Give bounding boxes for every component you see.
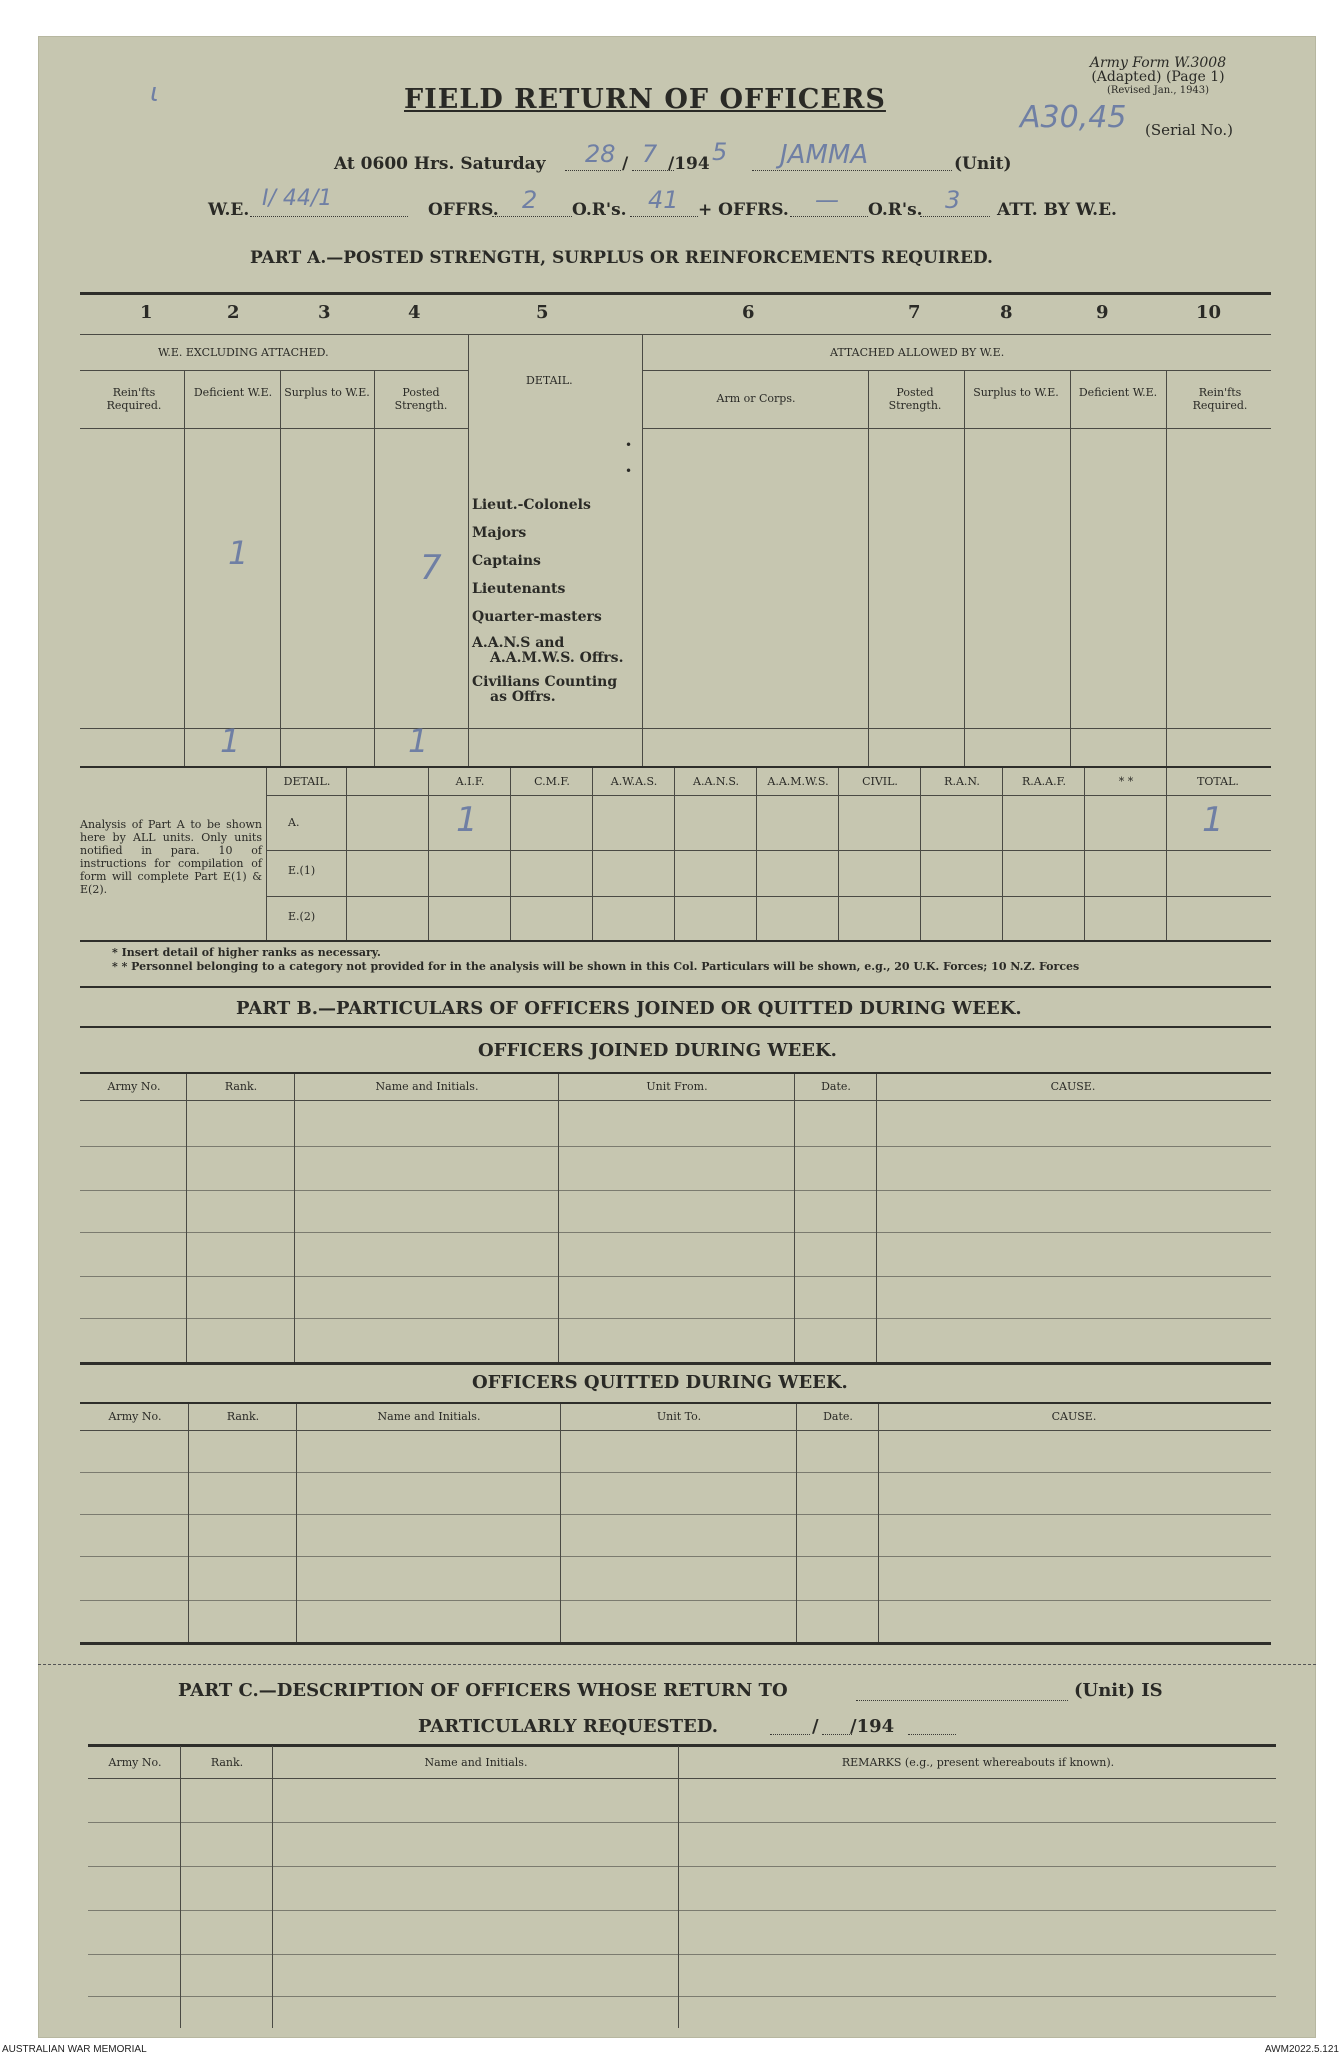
joined-hdr-rank: Rank.	[224, 1080, 258, 1093]
plus-offrs-line	[790, 216, 868, 217]
qt-row-rule-4	[80, 1600, 1271, 1601]
we-line	[250, 216, 408, 217]
offrs-handwritten: 2	[522, 186, 538, 214]
qt-vline-4	[796, 1404, 797, 1644]
an-hdr-total: TOTAL.	[1197, 775, 1239, 788]
part-a-top-rule	[80, 292, 1271, 295]
date-day-line	[565, 170, 621, 171]
qt-vline-3	[560, 1404, 561, 1644]
an-hdr-aans: A.A.N.S.	[693, 775, 739, 788]
form-reference	[1058, 56, 1258, 98]
part-a-bottom-rule	[80, 766, 1271, 768]
qt-vline-5	[878, 1404, 879, 1644]
ors-handwritten: 41	[648, 186, 679, 214]
we-label: W.E.	[208, 200, 250, 220]
rank-aamws: A.A.M.W.S. Offrs.	[490, 650, 624, 666]
an-hdr-raaf: R.A.A.F.	[1021, 775, 1067, 788]
an-vline-0	[266, 768, 267, 940]
ors2-label: O.R's.	[868, 200, 923, 220]
qt-row-rule-0	[80, 1430, 1271, 1431]
hdr-reinfts-required-right: Rein'fts Required.	[1192, 386, 1248, 412]
plus-offrs-label: + OFFRS.	[698, 200, 789, 220]
an-vline-7	[838, 768, 839, 940]
part-c-line2-date: /194	[850, 1716, 895, 1737]
an-vline-9	[1002, 768, 1003, 940]
part-a-heading: PART A.—POSTED STRENGTH, SURPLUS OR REINFORCEMENTS REQUIRED.	[250, 248, 993, 268]
part-c-hdr-remarks: REMARKS (e.g., present whereabouts if known).	[841, 1756, 1115, 1769]
totals-rule	[80, 728, 1271, 729]
pa-vline-1	[184, 370, 185, 768]
an-row-e1: E.(1)	[288, 864, 316, 877]
asterisk-mark-1: •	[625, 438, 633, 452]
an-vline-3	[510, 768, 511, 940]
group-right-rule	[642, 370, 1271, 371]
part-c-year-line	[908, 1734, 956, 1735]
rank-as-offrs: as Offrs.	[490, 689, 556, 705]
unit-handwritten: JAMMA	[780, 140, 869, 170]
we-handwritten: I/ 44/1	[262, 186, 333, 211]
footer-left: AUSTRALIAN WAR MEMORIAL	[2, 2044, 147, 2055]
qt-row-rule-1	[80, 1472, 1271, 1473]
an-vline-6	[756, 768, 757, 940]
an-vline-8	[920, 768, 921, 940]
an-vline-1	[346, 768, 347, 940]
hdr-surplus-left: Surplus to W.E.	[284, 386, 370, 399]
part-c-hdr-name: Name and Initials.	[424, 1756, 528, 1769]
rank-lieut-colonels: Lieut.-Colonels	[472, 497, 591, 513]
an-hdr-aif: A.I.F.	[455, 775, 485, 788]
part-c-top-rule	[88, 1744, 1276, 1747]
group-right-label: ATTACHED ALLOWED BY W.E.	[830, 346, 1005, 359]
analysis-bottom-rule	[80, 940, 1271, 942]
pc-vline-3	[678, 1746, 679, 2028]
colnum-4: 4	[408, 302, 421, 323]
asterisk-mark-2: •	[625, 464, 633, 478]
jn-row-rule-3	[80, 1232, 1271, 1233]
date-month-handwritten: 7	[642, 140, 658, 168]
jn-vline-1	[186, 1074, 187, 1364]
quitted-hdr-army-no: Army No.	[108, 1410, 162, 1423]
an-row-a: A.	[288, 816, 300, 829]
quitted-hdr-unit-to: Unit To.	[656, 1410, 702, 1423]
an-vline-2	[428, 768, 429, 940]
rank-quarter-masters: Quarter-masters	[472, 609, 602, 625]
pa-vline-7	[964, 370, 965, 768]
jn-row-rule-1	[80, 1146, 1271, 1147]
an-hdr-detail: DETAIL.	[283, 775, 331, 788]
hand-total-posted: 1	[408, 722, 429, 760]
joined-hdr-date: Date.	[821, 1080, 851, 1093]
joined-hdr-unit-from: Unit From.	[646, 1080, 708, 1093]
unit-line	[752, 170, 952, 171]
qt-row-rule-2	[80, 1514, 1271, 1515]
left-header-rule	[80, 428, 468, 429]
qt-vline-2	[296, 1404, 297, 1644]
footer-right: AWM2022.5.121	[1264, 2044, 1339, 2055]
rank-list	[472, 496, 623, 705]
pc-row-rule-0	[88, 1778, 1276, 1779]
quitted-hdr-rank: Rank.	[226, 1410, 260, 1423]
colnum-7: 7	[908, 302, 921, 323]
hdr-posted-right: Posted Strength.	[888, 386, 942, 412]
form-ref-line3: (Revised Jan., 1943)	[1106, 85, 1210, 96]
hdr-arm-corps: Arm or Corps.	[716, 392, 796, 405]
an-vline-10	[1084, 768, 1085, 940]
form-ref-line2: (Adapted) (Page 1)	[1091, 69, 1225, 85]
quitted-hdr-cause: CAUSE.	[1051, 1410, 1097, 1423]
pa-vline-4	[468, 334, 469, 768]
form-sheet	[38, 36, 1316, 2038]
hand-total: 1	[1202, 800, 1224, 840]
quitted-top-rule	[80, 1402, 1271, 1404]
date-day-handwritten: 28	[585, 140, 616, 168]
quitted-bottom-rule	[80, 1642, 1271, 1645]
qt-vline-1	[188, 1404, 189, 1644]
rank-lieutenants: Lieutenants	[472, 581, 566, 597]
pa-vline-3	[374, 370, 375, 768]
an-hdr-rule	[266, 795, 1271, 796]
offrs-label: OFFRS.	[428, 200, 499, 220]
ors2-handwritten: 3	[945, 186, 961, 214]
an-hdr-cmf: C.M.F.	[534, 775, 570, 788]
an-row-rule-1	[266, 850, 1271, 851]
hdr-deficient-right: Deficient W.E.	[1078, 386, 1158, 399]
part-c-line2: PARTICULARLY REQUESTED.	[418, 1716, 718, 1737]
detail-header: DETAIL.	[526, 374, 573, 387]
plus-offrs-handwritten: —	[815, 186, 839, 214]
serial-label: (Serial No.)	[1145, 121, 1233, 139]
quitted-hdr-date: Date.	[823, 1410, 853, 1423]
an-hdr-ran: R.A.N.	[944, 775, 980, 788]
part-c-line1-suffix: (Unit) IS	[1074, 1680, 1163, 1701]
pc-row-rule-5	[88, 1996, 1276, 1997]
colnum-8: 8	[1000, 302, 1013, 323]
footnote-2: * * Personnel belonging to a category not provided for in the analysis will be shown in this Col. Particulars will be shown, e.g., 20 U.K. Forces; 10 N.Z. Forces	[112, 960, 1080, 973]
jn-vline-4	[794, 1074, 795, 1364]
colnum-1: 1	[140, 302, 153, 323]
part-b-heading-rule	[80, 1026, 1271, 1028]
pa-vline-6	[868, 370, 869, 768]
part-c-line1-prefix: PART C.—DESCRIPTION OF OFFICERS WHOSE RETURN TO	[178, 1680, 788, 1701]
jn-vline-2	[294, 1074, 295, 1364]
colnum-10: 10	[1196, 302, 1222, 323]
hand-deficient-captains: 1	[228, 534, 249, 572]
att-label: ATT. BY W.E.	[997, 200, 1117, 220]
joined-bottom-rule	[80, 1362, 1271, 1365]
part-c-month-line	[822, 1734, 852, 1735]
joined-hdr-army-no: Army No.	[107, 1080, 161, 1093]
group-left-rule	[80, 370, 468, 371]
hand-total-deficient: 1	[220, 722, 241, 760]
hdr-reinfts-required-left: Rein'fts Required.	[106, 386, 162, 412]
analysis-note: Analysis of Part A to be shown here by ALL units. Only units notified in para. 10 of instructions for compilation of form will complete Part E(1) & E(2).	[80, 818, 262, 896]
jn-row-rule-2	[80, 1190, 1271, 1191]
pc-vline-2	[272, 1746, 273, 2028]
footnote-1: * Insert detail of higher ranks as necessary.	[112, 946, 381, 959]
rank-aans: A.A.N.S and	[472, 635, 565, 651]
an-row-e2: E.(2)	[288, 910, 316, 923]
joined-hdr-cause: CAUSE.	[1050, 1080, 1096, 1093]
hdr-surplus-right: Surplus to W.E.	[973, 386, 1059, 399]
pc-row-rule-4	[88, 1954, 1276, 1955]
offrs-line	[492, 216, 572, 217]
an-vline-5	[674, 768, 675, 940]
colnum-3: 3	[318, 302, 331, 323]
at-label: At 0600 Hrs. Saturday	[334, 154, 546, 174]
part-c-unit-line	[856, 1700, 1068, 1701]
right-header-rule	[642, 428, 1271, 429]
an-hdr-civil: CIVIL.	[862, 775, 898, 788]
an-hdr-aamws: A.A.M.W.S.	[767, 775, 829, 788]
hdr-posted-left: Posted Strength.	[394, 386, 448, 412]
colnum-2: 2	[227, 302, 240, 323]
ors2-line	[920, 216, 990, 217]
joined-top-rule	[80, 1072, 1271, 1074]
pa-vline-2	[280, 370, 281, 768]
ors-line	[630, 216, 698, 217]
serial-number-handwritten: A30,45	[1020, 100, 1127, 135]
form-title: FIELD RETURN OF OFFICERS	[404, 84, 886, 115]
colnum-6: 6	[742, 302, 755, 323]
pa-vline-9	[1166, 370, 1167, 768]
part-c-hdr-army-no: Army No.	[108, 1756, 162, 1769]
year-handwritten: 5	[712, 138, 728, 166]
unit-label: (Unit)	[954, 154, 1012, 174]
colnum-rule	[80, 334, 1271, 335]
quitted-heading: OFFICERS QUITTED DURING WEEK.	[472, 1372, 848, 1393]
handwritten-tick-mark: ι	[150, 78, 159, 108]
an-hdr-awas: A.W.A.S.	[610, 775, 658, 788]
quitted-hdr-name: Name and Initials.	[377, 1410, 481, 1423]
part-c-day-line	[770, 1734, 810, 1735]
rank-civilians: Civilians Counting	[472, 674, 618, 690]
hand-posted-captains: 7	[420, 548, 442, 588]
pa-vline-5	[642, 334, 643, 768]
ors-label: O.R's.	[572, 200, 627, 220]
an-hdr-other: * *	[1118, 775, 1134, 788]
hdr-deficient-left: Deficient W.E.	[193, 386, 273, 399]
colnum-5: 5	[536, 302, 549, 323]
pc-row-rule-1	[88, 1822, 1276, 1823]
part-b-heading: PART B.—PARTICULARS OF OFFICERS JOINED OR QUITTED DURING WEEK.	[236, 998, 1022, 1019]
part-b-top-rule	[80, 986, 1271, 988]
qt-row-rule-3	[80, 1556, 1271, 1557]
form-ref-line1: Army Form W.3008	[1089, 55, 1227, 71]
jn-vline-3	[558, 1074, 559, 1364]
part-c-hdr-rank: Rank.	[210, 1756, 244, 1769]
hand-aif: 1	[456, 800, 478, 840]
group-left-label: W.E. EXCLUDING ATTACHED.	[158, 346, 329, 359]
pc-row-rule-2	[88, 1866, 1276, 1867]
jn-row-rule-0	[80, 1100, 1271, 1101]
jn-row-rule-5	[80, 1318, 1271, 1319]
an-vline-4	[592, 768, 593, 940]
colnum-9: 9	[1096, 302, 1109, 323]
pc-row-rule-3	[88, 1910, 1276, 1911]
joined-heading: OFFICERS JOINED DURING WEEK.	[478, 1040, 837, 1061]
jn-row-rule-4	[80, 1276, 1271, 1277]
rank-majors: Majors	[472, 525, 527, 541]
an-vline-11	[1166, 768, 1167, 940]
an-row-rule-2	[266, 896, 1271, 897]
pa-vline-8	[1070, 370, 1071, 768]
year-prefix: /194	[668, 154, 710, 174]
joined-hdr-name: Name and Initials.	[375, 1080, 479, 1093]
pc-vline-1	[180, 1746, 181, 2028]
jn-vline-5	[876, 1074, 877, 1364]
tear-line	[38, 1664, 1316, 1665]
rank-captains: Captains	[472, 553, 541, 569]
